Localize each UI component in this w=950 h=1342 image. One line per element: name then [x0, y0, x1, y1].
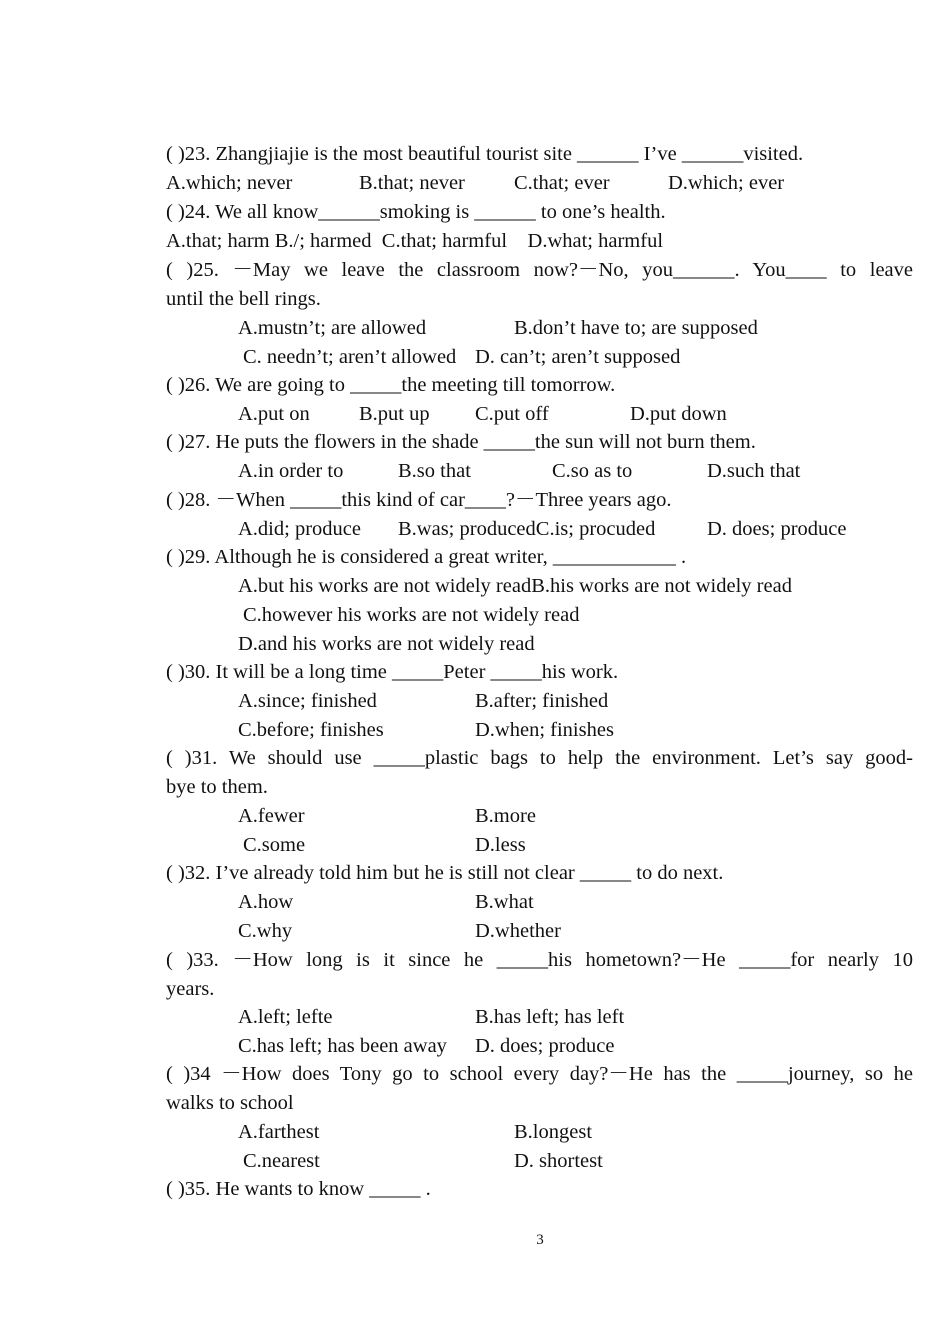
option-b: B.that; never	[359, 172, 465, 194]
question-25-options-ab	[166, 314, 913, 343]
question-31-options-ab	[166, 802, 913, 831]
question-32-options-ab	[166, 888, 913, 917]
question-33-stem-cont: years.	[166, 978, 215, 1000]
question-25-stem-cont: until the bell rings.	[166, 288, 321, 310]
option-d: D.which; ever	[668, 172, 785, 194]
question-24-stem: ( )24. We all know______smoking is ______ to one’s health.	[166, 201, 666, 223]
option-a: A.did; produce	[238, 518, 361, 540]
question-31-stem-cont: bye to them.	[166, 776, 268, 798]
option-c: C.that; ever	[514, 172, 610, 194]
question-31-stem: ( )31. We should use _____plastic bags to help the environment. Let’s say good-	[166, 747, 913, 769]
option-d: D.such that	[707, 460, 801, 482]
option-c: C.some	[243, 834, 306, 856]
question-29-stem: ( )29. Although he is considered a great writer, ____________ .	[166, 546, 687, 568]
question-23-options	[166, 169, 913, 198]
question-34-options-ab	[166, 1118, 913, 1147]
option-b: B.has left; has left	[475, 1006, 625, 1028]
question-26-options	[166, 400, 913, 429]
question-25-options-cd	[166, 343, 913, 372]
option-c: C.before; finishes	[238, 719, 384, 741]
question-27-stem: ( )27. He puts the flowers in the shade _____the sun will not burn them.	[166, 431, 756, 453]
option-c: C.nearest	[243, 1150, 320, 1172]
question-28-stem: ( )28. －When _____this kind of car____?－Three years ago.	[166, 489, 672, 511]
page-number: 3	[536, 1232, 544, 1248]
question-28-options	[166, 515, 913, 544]
question-29-option-c: C.however his works are not widely read	[243, 604, 580, 626]
option-b: B.after; finished	[475, 690, 609, 712]
option-a: A.since; finished	[238, 690, 377, 712]
option-c: C.put off	[475, 403, 549, 425]
question-29-options-ab: A.but his works are not widely readB.his works are not widely read	[238, 575, 792, 597]
question-33-stem: ( )33. －How long is it since he _____his hometown?－He _____for nearly 10	[166, 949, 913, 971]
question-34-stem-cont: walks to school	[166, 1092, 294, 1114]
question-27-options	[166, 457, 913, 486]
question-32-options-cd	[166, 917, 913, 946]
question-34-options-cd	[166, 1147, 913, 1176]
option-b: B.longest	[514, 1121, 593, 1143]
option-d: D.put down	[630, 403, 727, 425]
option-c: C.so as to	[552, 460, 633, 482]
question-24-options: A.that; harm B./; harmed C.that; harmful D.what; harmful	[166, 230, 664, 252]
option-d: D. shortest	[514, 1150, 603, 1172]
question-34-stem: ( )34 －How does Tony go to school every day?－He has the _____journey, so he	[166, 1063, 913, 1085]
option-b: B.put up	[359, 403, 430, 425]
option-b: B.don’t have to; are supposed	[514, 317, 758, 339]
option-a: A.left; lefte	[238, 1006, 333, 1028]
option-d: D. can’t; aren’t supposed	[475, 346, 681, 368]
option-b: B.so that	[398, 460, 471, 482]
question-35-stem: ( )35. He wants to know _____ .	[166, 1178, 431, 1200]
question-33-options-cd	[166, 1032, 913, 1061]
option-a: A.in order to	[238, 460, 344, 482]
option-bc: B.was; producedC.is; procuded	[398, 518, 656, 540]
option-a: A.how	[238, 891, 294, 913]
question-30-options-cd	[166, 716, 913, 745]
option-c: C.has left; has been away	[238, 1035, 447, 1057]
option-a: A.put on	[238, 403, 310, 425]
option-a: A.which; never	[166, 172, 293, 194]
question-30-stem: ( )30. It will be a long time _____Peter _____his work.	[166, 661, 619, 683]
question-30-options-ab	[166, 687, 913, 716]
option-a: A.farthest	[238, 1121, 320, 1143]
option-c: C.why	[238, 920, 293, 942]
option-d: D. does; produce	[707, 518, 847, 540]
question-29-option-d: D.and his works are not widely read	[238, 633, 535, 655]
option-b: B.what	[475, 891, 534, 913]
option-a: A.mustn’t; are allowed	[238, 317, 427, 339]
question-25-stem: ( )25. －May we leave the classroom now?－No, you______. You____ to leave	[166, 259, 913, 281]
question-26-stem: ( )26. We are going to _____the meeting till tomorrow.	[166, 374, 616, 396]
option-a: A.fewer	[238, 805, 305, 827]
option-d: D.when; finishes	[475, 719, 614, 741]
question-32-stem: ( )32. I’ve already told him but he is still not clear _____ to do next.	[166, 862, 724, 884]
option-b: B.more	[475, 805, 536, 827]
option-d: D.whether	[475, 920, 561, 942]
option-d: D.less	[475, 834, 526, 856]
option-d: D. does; produce	[475, 1035, 615, 1057]
question-31-options-cd	[166, 831, 913, 860]
question-33-options-ab	[166, 1003, 913, 1032]
question-23-stem: ( )23. Zhangjiajie is the most beautiful tourist site ______ I’ve ______visited.	[166, 143, 804, 165]
option-c: C. needn’t; aren’t allowed	[243, 346, 457, 368]
